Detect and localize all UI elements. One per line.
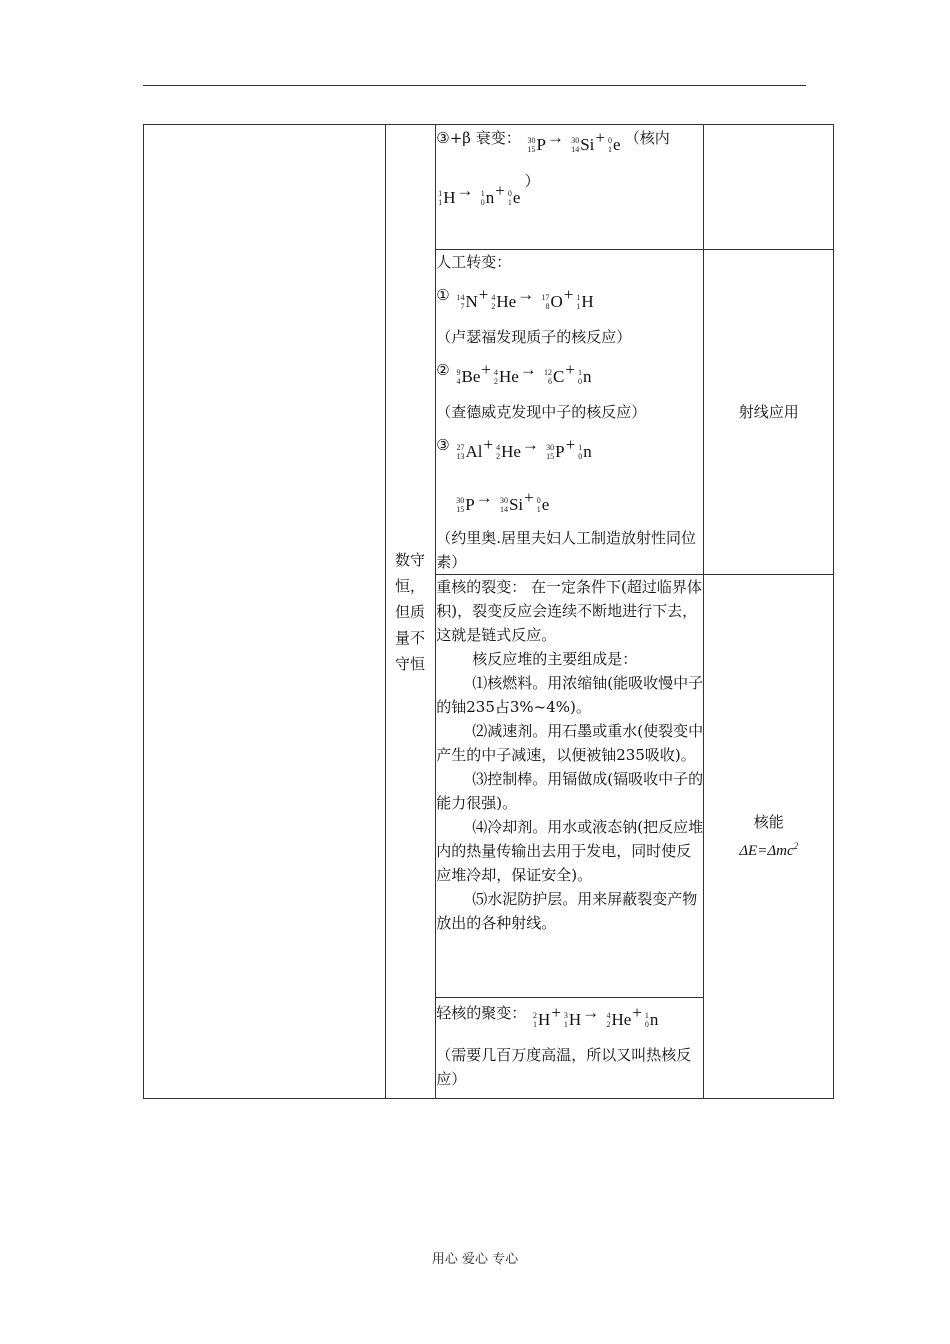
- beta-plus-note-close: ）: [524, 172, 540, 190]
- reactor-item-coolant: ⑷冷却剂。用水或液态钠(把反应堆内的热量传输出去用于发电，同时使反应堆冷却，保证安全)。: [436, 818, 704, 884]
- beta-plus-equation: 30 15 P → 30 14 Si + 0 1 e: [527, 128, 621, 154]
- artificial-transmutation-cell: [436, 250, 704, 575]
- page-footer: 用心 爱心 专心: [431, 1252, 519, 1267]
- beta-plus-cell: [436, 125, 704, 250]
- artificial-title: 人工转变：: [436, 253, 512, 271]
- mass-energy-formula: ΔE=Δmc$^2$: [739, 841, 799, 859]
- empty-right-cell: [704, 125, 834, 250]
- conservation-label: 数守恒，但质量不守恒: [395, 550, 426, 673]
- item3-mark: ③: [436, 436, 450, 454]
- fusion-equation: 2 1 H + 3 1 H → 4 2 He + 1 0 n: [533, 1003, 659, 1029]
- fusion-intro: 轻核的聚变：: [436, 1004, 527, 1022]
- physics-summary-table: [143, 124, 834, 1099]
- header-rule: [143, 85, 806, 86]
- item1-note: （卢瑟福发现质子的核反应）: [436, 328, 632, 346]
- curie-equation-1: 27 13 Al + 4 2 He → 30 15 P + 1 0 n: [456, 435, 592, 461]
- reactor-item-shield: ⑸水泥防护层。用来屏蔽裂变产物放出的各种射线。: [436, 890, 698, 932]
- fusion-cell: [436, 998, 704, 1099]
- item1-mark: ①: [436, 286, 450, 304]
- ray-application-cell: [704, 250, 834, 575]
- chadwick-equation: 9 4 Be + 4 2 He → 12 6 C + 1 0 n: [456, 360, 592, 386]
- fission-intro: 重核的裂变： 在一定条件下(超过临界体积)，裂变反应会连续不断地进行下去，这就是链式反应。: [436, 578, 702, 644]
- empty-left-cell: [144, 125, 386, 1099]
- fusion-note: （需要几百万度高温，所以又叫热核反应）: [436, 1046, 692, 1088]
- reactor-item-fuel: ⑴核燃料。用浓缩铀(能吸收慢中子的铀235占3%~4%)。: [436, 674, 704, 716]
- proton-conversion-equation: 1 1 H → 1 0 n + 0 1 e: [438, 181, 521, 207]
- beta-plus-note-open: （核内: [624, 129, 670, 147]
- reactor-item-moderator: ⑵减速剂。用石墨或重水(使裂变中产生的中子减速，以便被铀235吸收)。: [436, 722, 704, 764]
- nuclear-energy-label: 核能: [753, 813, 784, 831]
- item3-note: （约里奥.居里夫妇人工制造放射性同位素）: [436, 529, 697, 571]
- fission-cell: [436, 575, 704, 998]
- item2-mark: ②: [436, 361, 450, 379]
- reactor-item-control-rod: ⑶控制棒。用镉做成(镉吸收中子的能力很强)。: [436, 770, 704, 812]
- beta-plus-intro: ③+β 衰变：: [436, 129, 521, 147]
- rutherford-equation: 14 7 N + 4 2 He → 17 8 O + 1 1 H: [456, 285, 594, 311]
- ray-application-label: 射线应用: [738, 403, 799, 421]
- curie-equation-2: 30 15 P → 30 14 Si + 0 1 e: [456, 488, 550, 514]
- conservation-cell: [386, 125, 436, 1099]
- reactor-title: 核反应堆的主要组成是：: [472, 650, 638, 668]
- nuclear-energy-cell: [704, 575, 834, 1099]
- item2-note: （查德威克发现中子的核反应）: [436, 403, 647, 421]
